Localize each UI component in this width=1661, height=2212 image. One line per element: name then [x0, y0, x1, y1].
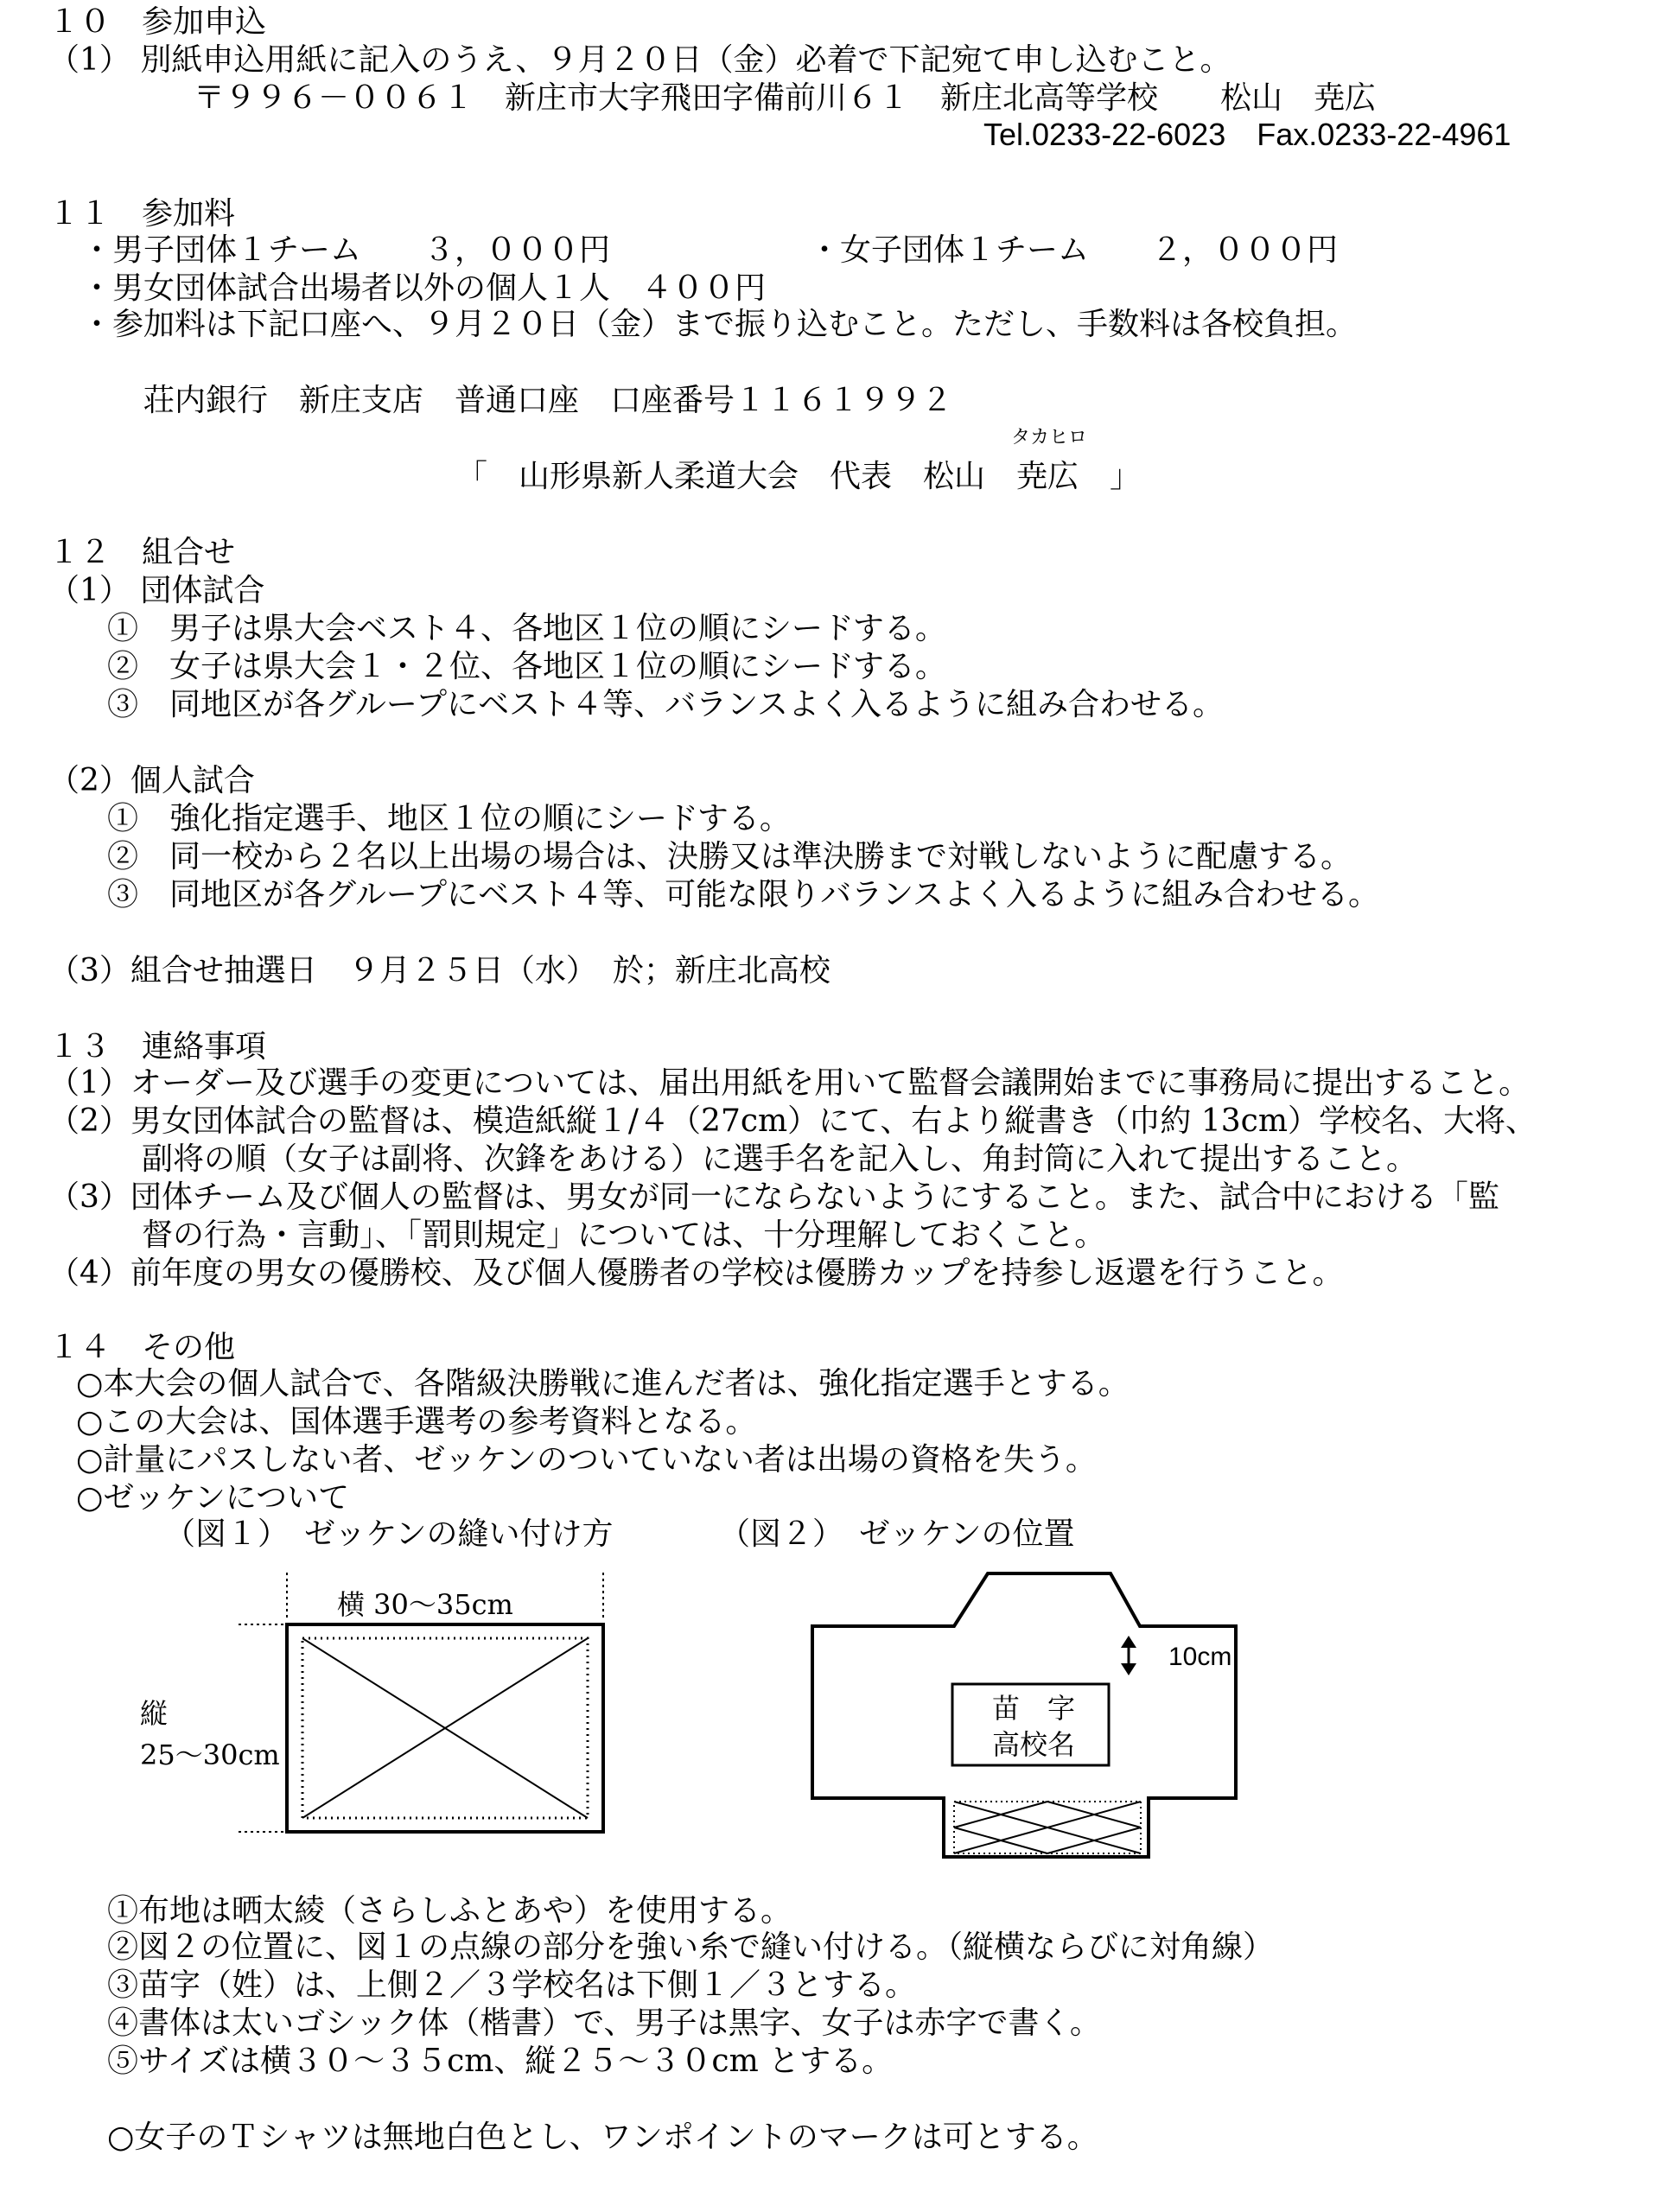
zekken-note: ④書体は太いゴシック体（楷書）で、男子は黒字、女子は赤字で書く。 — [107, 2005, 1101, 2041]
section-10-address: 〒９９６－００６１ 新庄市大字飛田字備前川６１ 新庄北高等学校 松山 尭広 — [194, 80, 1377, 116]
figure-2-dimension-label: 10cm — [1168, 1643, 1232, 1671]
figure-1-width-label: 横 30～35cm — [337, 1588, 513, 1621]
notice-line: 督の行為・言動」、「罰則規定」については、十分理解しておくこと。 — [142, 1217, 1106, 1253]
fee-individual: ・男女団体試合出場者以外の個人１人 ４００円 — [81, 270, 767, 306]
notice-line: （4）前年度の男女の優勝校、及び個人優勝者の学校は優勝カップを持参し返還を行うこと。 — [48, 1255, 1344, 1291]
other-item: ○本大会の個人試合で、各階級決勝戦に進んだ者は、強化指定選手とする。 — [76, 1366, 1130, 1402]
individual-item: ① 強化指定選手、地区１位の順にシードする。 — [107, 801, 791, 836]
section-10-heading: １０ 参加申込 — [48, 4, 267, 40]
zekken-note: ③苗字（姓）は、上側２／３学校名は下側１／３とする。 — [107, 1967, 917, 2003]
figure-2-surname-label: 苗 字 — [992, 1692, 1076, 1725]
zekken-note: ①布地は晒太綾（さらしふとあや）を使用する。 — [107, 1893, 792, 1929]
account-holder: 「 山形県新人柔道大会 代表 松山 尭広 」 — [456, 459, 1142, 494]
tshirt-note: ○女子のＴシャツは無地白色とし、ワンポイントのマークは可とする。 — [107, 2120, 1098, 2155]
fee-payment-note: ・参加料は下記口座へ、９月２０日（金）まで振り込むこと。ただし、手数料は各校負担。 — [81, 307, 1358, 342]
section-13-heading: １３ 連絡事項 — [48, 1029, 267, 1065]
name-ruby: タカヒロ — [1011, 427, 1088, 448]
section-12-heading: １２ 組合せ — [48, 535, 236, 570]
other-item: ○ゼッケンについて — [76, 1480, 350, 1516]
other-item: ○この大会は、国体選手選考の参考資料となる。 — [76, 1404, 757, 1440]
team-item: ② 女子は県大会１・２位、各地区１位の順にシードする。 — [107, 649, 946, 684]
team-match-heading: （1） 団体試合 — [48, 573, 265, 608]
zekken-note: ⑤サイズは横３０～３５cm、縦２５～３０cm とする。 — [107, 2044, 894, 2079]
draw-date: （3）組合せ抽選日 ９月２５日（水） 於；新庄北高校 — [48, 953, 830, 988]
section-14-heading: １４ その他 — [48, 1330, 236, 1365]
fee-men-team: ・男子団体１チーム ３，０００円 — [81, 232, 611, 268]
bank-account: 荘内銀行 新庄支店 普通口座 口座番号１１６１９９２ — [143, 383, 953, 418]
figure-1-height-label-a: 縦 — [140, 1697, 169, 1730]
team-item: ① 男子は県大会ベスト４、各地区１位の順にシードする。 — [107, 611, 946, 646]
notice-line: 副将の順（女子は副将、次鋒をあける）に選手名を記入し、角封筒に入れて提出すること。 — [142, 1141, 1418, 1177]
fee-women-team: ・女子団体１チーム ２，０００円 — [809, 232, 1339, 268]
figure-1-height-label-b: 25～30cm — [140, 1738, 280, 1771]
section-10-line-1: （1） 別紙申込用紙に記入のうえ、９月２０日（金）必着で下記宛て申し込むこと。 — [48, 42, 1231, 78]
other-item: ○計量にパスしない者、ゼッケンのついていない者は出場の資格を失う。 — [76, 1442, 1097, 1478]
notice-line: （2）男女団体試合の監督は、模造紙縦１/４（27cm）にて、右より縦書き（巾約 13cm）学校名、大将、 — [48, 1103, 1537, 1139]
section-10-tel-fax: Tel.0233-22-6023 Fax.0233-22-4961 — [983, 117, 1511, 152]
individual-match-heading: （2）個人試合 — [48, 763, 255, 798]
individual-item: ② 同一校から２名以上出場の場合は、決勝又は準決勝まで対戦しないように配慮する。 — [107, 839, 1352, 874]
team-item: ③ 同地区が各グループにベスト４等、バランスよく入るように組み合わせる。 — [107, 687, 1225, 722]
figure-2-caption: （図２） ゼッケンの位置 — [719, 1516, 1075, 1552]
figure-2-school-label: 高校名 — [992, 1728, 1076, 1761]
notice-line: （3）団体チーム及び個人の監督は、男女が同一にならないようにすること。また、試合中における「監 — [48, 1179, 1499, 1215]
notice-line: （1）オーダー及び選手の変更については、届出用紙を用いて監督会議開始までに事務局に提出すること。 — [48, 1065, 1531, 1101]
zekken-note: ②図２の位置に、図１の点線の部分を強い糸で縫い付ける。（縦横ならびに対角線） — [107, 1929, 1275, 1965]
figure-1-caption: （図１） ゼッケンの縫い付け方 — [164, 1516, 614, 1552]
individual-item: ③ 同地区が各グループにベスト４等、可能な限りバランスよく入るように組み合わせる。 — [107, 877, 1380, 912]
section-11-heading: １１ 参加料 — [48, 196, 236, 232]
